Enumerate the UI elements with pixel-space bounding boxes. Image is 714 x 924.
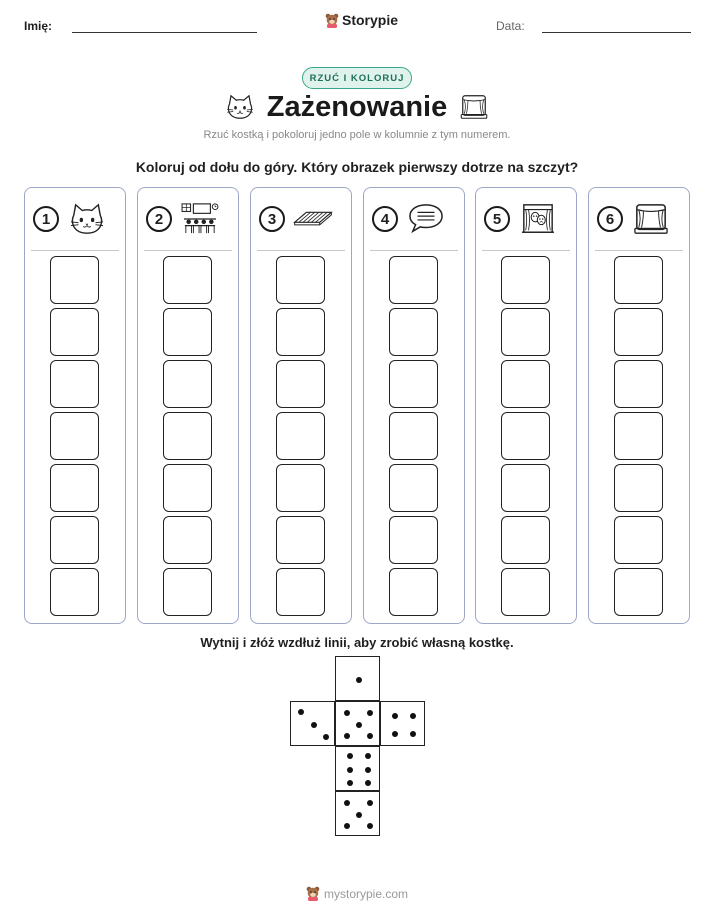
dice-pip: [347, 780, 353, 786]
dice-pip: [344, 710, 350, 716]
page-title: Zażenowanie: [266, 90, 448, 123]
color-cell[interactable]: [501, 464, 550, 512]
column-2: [137, 187, 239, 624]
column-3: [250, 187, 352, 624]
color-cell[interactable]: [614, 256, 663, 304]
dice-pip: [344, 823, 350, 829]
column-5: [475, 187, 577, 624]
dice-pip: [367, 733, 373, 739]
color-cell[interactable]: [614, 308, 663, 356]
color-cell[interactable]: [276, 568, 325, 616]
column-divider: [31, 250, 119, 251]
stage-curtain-icon: [631, 202, 671, 236]
color-cell[interactable]: [389, 308, 438, 356]
color-cell[interactable]: [276, 360, 325, 408]
dice-pip: [410, 731, 416, 737]
column-number: 5: [484, 206, 510, 232]
color-cell[interactable]: [389, 568, 438, 616]
color-cell[interactable]: [501, 256, 550, 304]
color-cell[interactable]: [163, 308, 212, 356]
color-cell[interactable]: [276, 256, 325, 304]
dice-face[interactable]: [335, 791, 380, 836]
color-cell[interactable]: [501, 568, 550, 616]
dice-pip: [410, 713, 416, 719]
color-cell[interactable]: [50, 516, 99, 564]
dice-pip: [365, 780, 371, 786]
brand-name: Storypie: [342, 12, 399, 28]
cat-icon: [225, 93, 255, 121]
dice-pip: [344, 800, 350, 806]
dice-pip: [356, 677, 362, 683]
dice-pip: [392, 731, 398, 737]
column-number: 6: [597, 206, 623, 232]
bear-mascot-icon: [325, 13, 339, 28]
speech-bubble-icon: [406, 202, 446, 236]
stage-curtain-icon: [459, 93, 489, 121]
theater-masks-stage-icon: [518, 202, 558, 236]
classroom-icon: [180, 202, 220, 236]
color-cell[interactable]: [163, 516, 212, 564]
column-6: [588, 187, 690, 624]
color-cell[interactable]: [163, 412, 212, 460]
color-cell[interactable]: [614, 464, 663, 512]
column-divider: [482, 250, 570, 251]
subtitle: Rzuć kostką i pokoloruj jedno pole w kolumnie z tym numerem.: [203, 129, 511, 141]
dice-pip: [392, 713, 398, 719]
dice-face[interactable]: [335, 746, 380, 791]
color-cell[interactable]: [50, 308, 99, 356]
color-cell[interactable]: [276, 464, 325, 512]
date-label: Data:: [496, 19, 525, 33]
color-cell[interactable]: [614, 516, 663, 564]
color-cell[interactable]: [501, 360, 550, 408]
color-cell[interactable]: [614, 360, 663, 408]
title-row: [0, 88, 714, 126]
column-divider: [370, 250, 458, 251]
color-cell[interactable]: [389, 516, 438, 564]
column-1: [24, 187, 126, 624]
color-cell[interactable]: [276, 308, 325, 356]
bear-mascot-icon: [306, 886, 320, 901]
color-cell[interactable]: [389, 360, 438, 408]
color-cell[interactable]: [163, 568, 212, 616]
column-4: [363, 187, 465, 624]
color-cell[interactable]: [389, 412, 438, 460]
name-label: Imię:: [24, 19, 53, 33]
cat-icon: [67, 202, 107, 236]
footer: [0, 886, 714, 901]
color-cell[interactable]: [614, 412, 663, 460]
instruction: Koloruj od dołu do góry. Który obrazek pierwszy dotrze na szczyt?: [135, 159, 579, 175]
color-cell[interactable]: [50, 464, 99, 512]
column-number: 3: [259, 206, 285, 232]
color-cell[interactable]: [163, 360, 212, 408]
footer-url: mystorypie.com: [323, 886, 409, 901]
dice-face[interactable]: [380, 701, 425, 746]
column-number: 4: [372, 206, 398, 232]
color-cell[interactable]: [501, 412, 550, 460]
color-cell[interactable]: [163, 256, 212, 304]
column-divider: [257, 250, 345, 251]
column-divider: [144, 250, 232, 251]
color-cell[interactable]: [50, 568, 99, 616]
dice-pip: [347, 767, 353, 773]
dice-pip: [347, 753, 353, 759]
dice-pip: [367, 823, 373, 829]
dice-pip: [367, 710, 373, 716]
dice-pip: [356, 812, 362, 818]
floor-grate-icon: [293, 202, 333, 236]
dice-pip: [311, 722, 317, 728]
activity-badge: RZUĆ I KOLORUJ: [302, 67, 412, 89]
color-cell[interactable]: [501, 308, 550, 356]
cut-instruction: Wytnij i złóż wzdłuż linii, aby zrobić własną kostkę.: [200, 635, 514, 650]
color-cell[interactable]: [614, 568, 663, 616]
column-number: 2: [146, 206, 172, 232]
dice-pip: [344, 733, 350, 739]
dice-pip: [365, 767, 371, 773]
color-cell[interactable]: [50, 360, 99, 408]
dice-face[interactable]: [335, 656, 380, 701]
column-divider: [595, 250, 683, 251]
name-line[interactable]: [72, 32, 257, 33]
dice-face[interactable]: [335, 701, 380, 746]
brand-logo: [325, 12, 398, 28]
color-cell[interactable]: [389, 464, 438, 512]
dice-pip: [367, 800, 373, 806]
column-number: 1: [33, 206, 59, 232]
dice-pip: [298, 709, 304, 715]
dice-pip: [356, 722, 362, 728]
color-cell[interactable]: [276, 516, 325, 564]
color-cell[interactable]: [501, 516, 550, 564]
dice-face[interactable]: [290, 701, 335, 746]
color-cell[interactable]: [389, 256, 438, 304]
color-cell[interactable]: [276, 412, 325, 460]
color-cell[interactable]: [163, 464, 212, 512]
color-cell[interactable]: [50, 412, 99, 460]
color-cell[interactable]: [50, 256, 99, 304]
dice-pip: [323, 734, 329, 740]
dice-pip: [365, 753, 371, 759]
date-line[interactable]: [542, 32, 691, 33]
